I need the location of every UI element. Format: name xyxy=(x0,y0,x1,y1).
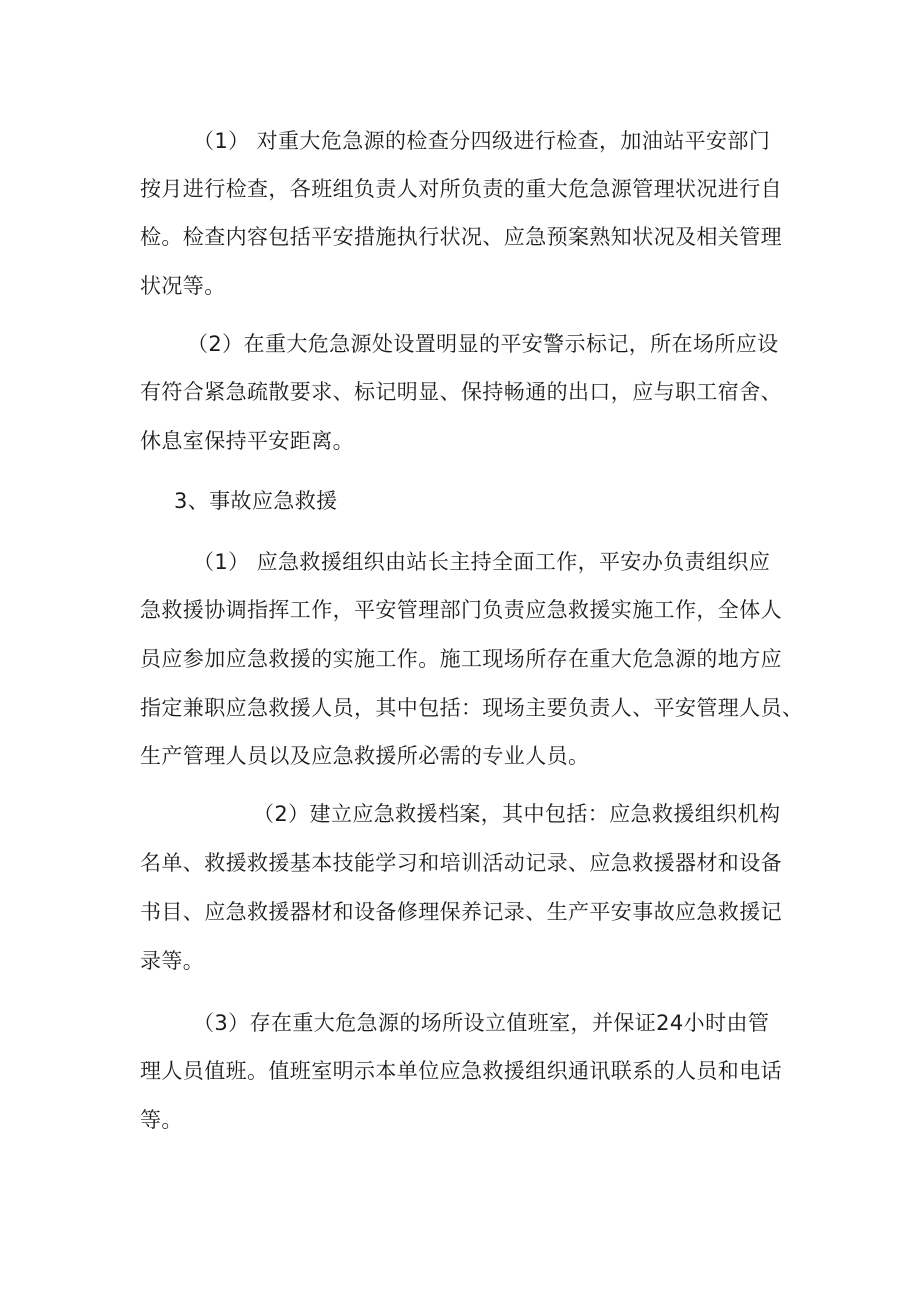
paragraph-line: （3）存在重大危急源的场所设立值班室，并保证24小时由管 xyxy=(193,1011,770,1035)
paragraph-line: （1） 应急救援组织由站长主持全面工作，平安办负责组织应 xyxy=(193,550,771,574)
paragraph-line: 休息室保持平安距离。 xyxy=(140,429,354,453)
paragraph-line: 理人员值班。值班室明示本单位应急救援组织通讯联系的人员和电话 xyxy=(140,1059,782,1083)
section-heading: 3、事故应急救援 xyxy=(174,489,338,513)
paragraph-line: 检。检查内容包括平安措施执行状况、应急预案熟知状况及相关管理 xyxy=(140,225,782,249)
paragraph-line: 员应参加应急救援的实施工作。施工现场所存在重大危急源的地方应 xyxy=(140,647,782,671)
paragraph-line: 按月进行检查，各班组负责人对所负责的重大危急源管理状况进行自 xyxy=(140,177,782,201)
paragraph-line: 有符合紧急疏散要求、标记明显、保持畅通的出口，应与职工宿舍、 xyxy=(140,380,782,404)
paragraph-line: 状况等。 xyxy=(140,274,226,298)
paragraph-line: （2）建立应急救援档案，其中包括：应急救援组织机构 xyxy=(253,802,781,826)
paragraph-line: （2）在重大危急源处设置明显的平安警示标记，所在场所应设 xyxy=(187,332,779,356)
paragraph-line: 急救援协调指挥工作，平安管理部门负责应急救援实施工作，全体人 xyxy=(140,598,782,622)
paragraph-line: 等。 xyxy=(140,1108,183,1132)
paragraph-line: （1） 对重大危急源的检查分四级进行检查，加油站平安部门 xyxy=(193,129,771,153)
paragraph-line: 名单、救援救援基本技能学习和培训活动记录、应急救援器材和设备 xyxy=(140,851,782,875)
paragraph-line: 录等。 xyxy=(140,949,205,973)
paragraph-line: 生产管理人员以及应急救援所必需的专业人员。 xyxy=(140,744,590,768)
paragraph-line: 书目、应急救援器材和设备修理保养记录、生产平安事故应急救援记 xyxy=(140,900,782,924)
paragraph-line: 指定兼职应急救援人员，其中包括：现场主要负责人、平安管理人员、 xyxy=(140,696,804,720)
